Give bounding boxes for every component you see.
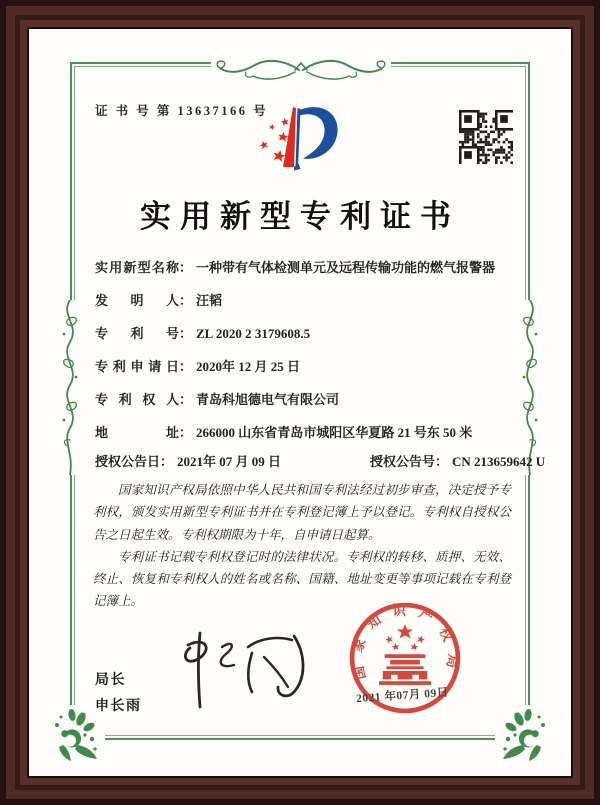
field-colon: ： [179,359,193,374]
right-vine-ornament [517,300,543,475]
field-label: 专利申请日 [95,359,179,374]
qr-code [459,110,513,164]
commissioner-block [95,667,142,719]
commissioner-name: 申长雨 [95,696,142,713]
field-row-patentee [95,389,515,407]
grant-number-value: CN 213659642 U [452,454,546,469]
svg-text:国家知识产权局 [348,602,461,681]
field-colon: ： [179,425,193,440]
field-colon: ： [179,260,193,275]
field-label: 专利权人 [95,392,179,407]
field-value: 青岛科旭德电气有限公司 [196,392,340,407]
field-label: 地址 [95,425,179,440]
legal-paragraph-2: 专利证书记载专利权登记时的法律状况。专利权的转移、质押、无效、终止、恢复和专利权人的姓名或名称、国籍、地址变更等事项记载在专利登记簿上。 [93,549,511,609]
field-value: 一种带有气体检测单元及远程传输功能的燃气报警器 [196,260,496,275]
field-colon: ： [179,392,193,407]
field-colon: ： [160,454,174,469]
bottom-right-floral-ornament [495,705,553,763]
certificate-sheet [29,29,571,776]
grant-date-value: 2021年 07 月 09 日 [177,454,282,469]
field-value: ZL 2020 2 3179608.5 [196,326,311,341]
seal-ring-text: 国家知识产权局 [348,603,462,681]
legal-paragraph-1: 国家知识产权局依照中华人民共和国专利法经过初步审查，决定授予专利权，颁发实用新型专利证书并在专利登记簿上予以登记。专利权自授权公告之日起生效。专利权期限为十年，自申请日起算。 [93,483,511,542]
field-row-name [95,257,515,275]
field-label: 专利号 [95,326,179,341]
field-colon: ： [179,326,193,341]
field-row-grant [95,451,546,469]
grant-date-label: 授权公告日 [95,454,161,469]
field-value: 汪韬 [196,293,223,308]
field-row-patent-number [95,323,515,341]
commissioner-signature [160,629,310,716]
field-label: 发明人 [95,293,179,308]
field-row-inventor [95,290,515,308]
field-value: 2020年 12 月 25 日 [196,359,301,374]
field-value: 266000 山东省青岛市城阳区华夏路 21 号东 50 米 [196,425,473,440]
field-colon: ： [435,454,449,469]
field-row-filing-date [95,356,515,374]
field-label: 实用新型名称 [95,260,179,275]
certificate-number: 证 书 号 第 13637166 号 [95,104,269,118]
field-row-address [95,422,515,440]
grant-number-label: 授权公告号 [370,454,436,469]
commissioner-title: 局长 [95,671,126,687]
cnipa-logo-icon [250,98,350,185]
top-flourish-ornament [211,54,391,86]
certificate-title: 实用新型专利证书 [140,199,460,234]
field-colon: ： [179,293,193,308]
left-vine-ornament [57,300,83,475]
seal-date: 2021 年07月 09日 [355,686,450,706]
